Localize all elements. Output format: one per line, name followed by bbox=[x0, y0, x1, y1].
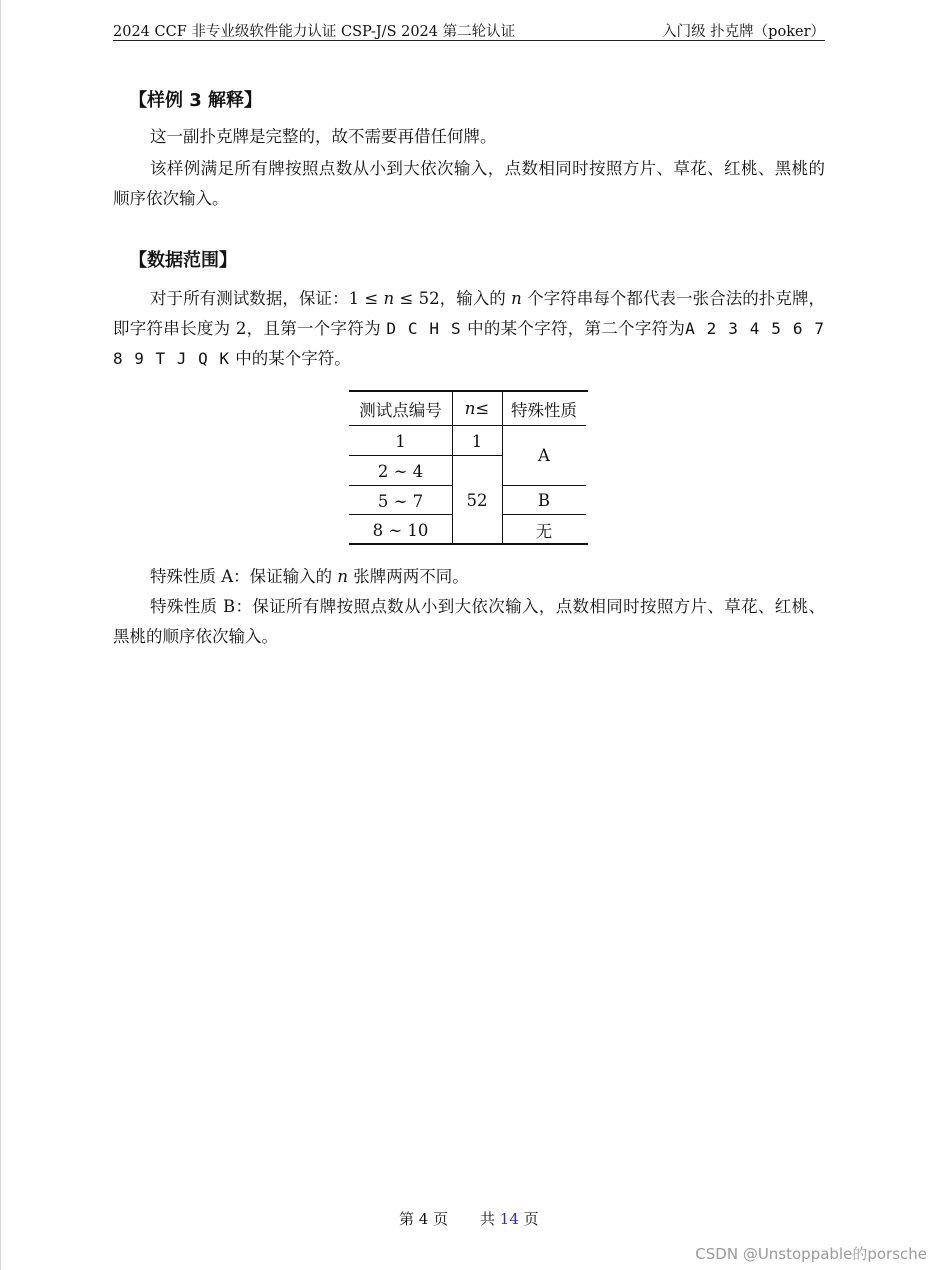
table-cell-n: 1 bbox=[471, 431, 483, 451]
table-cell-id: 1 bbox=[395, 431, 406, 451]
sample3-line1: 这一副扑克牌是完整的，故不需要再借任何牌。 bbox=[150, 127, 497, 146]
property-b-line: 特殊性质 B：保证所有牌按照点数从小到大依次输入，点数相同时按照方片、草花、红桃、黑桃的顺序依次输入。 bbox=[113, 597, 825, 646]
text-fragment: 特殊性质 A：保证输入的 bbox=[150, 567, 338, 586]
table-cell-prop-b: B bbox=[537, 490, 551, 510]
sample3-heading: 【样例 3 解释】 bbox=[129, 90, 263, 111]
table-cell-prop-a: A bbox=[538, 445, 550, 465]
table-rule bbox=[349, 514, 452, 515]
text-fragment: 张牌两两不同。 bbox=[348, 567, 469, 586]
rank-chars: A 2 3 4 5 6 7 8 9 T J Q K bbox=[113, 319, 825, 368]
table-header-id: 测试点编号 bbox=[359, 400, 442, 420]
math-n: n bbox=[383, 289, 395, 308]
page-total bbox=[480, 1208, 539, 1229]
text-fragment: 对于所有测试数据，保证：1 ≤ bbox=[150, 289, 384, 308]
table-header-prop: 特殊性质 bbox=[511, 400, 577, 420]
table-rule bbox=[349, 485, 452, 486]
table-cell-id: 5 ∼ 7 bbox=[377, 491, 424, 511]
text-fragment: 页 bbox=[428, 1210, 449, 1228]
table-cell-id: 2 ∼ 4 bbox=[377, 461, 424, 481]
math-n: n bbox=[511, 289, 522, 308]
current-page: 4 bbox=[418, 1210, 429, 1228]
text-fragment: 中的某个字符，第二个字符为 bbox=[461, 319, 686, 338]
math-n: n bbox=[337, 567, 349, 586]
sample3-line2: 该样例满足所有牌按照点数从小到大依次输入，点数相同时按照方片、草花、红桃、黑桃的顺序依次输入。 bbox=[113, 159, 825, 208]
csdn-watermark: CSDN @Unstoppable的porsche bbox=[695, 1245, 927, 1263]
table-rule bbox=[452, 455, 502, 456]
text-fragment: ≤ 52，输入的 bbox=[394, 289, 512, 308]
text-fragment: 中的某个字符。 bbox=[229, 349, 351, 368]
le-symbol: ≤ bbox=[475, 399, 490, 418]
table-rule bbox=[349, 425, 586, 426]
suit-chars: D C H S bbox=[386, 319, 462, 338]
header-right-title: 入门级 扑克牌（poker） bbox=[662, 24, 825, 40]
table-rule bbox=[349, 455, 452, 456]
table-rule bbox=[502, 485, 586, 486]
page-number bbox=[399, 1208, 448, 1229]
table-cell-id: 8 ∼ 10 bbox=[372, 520, 429, 540]
table-header-n bbox=[452, 392, 502, 425]
table-cell-prop-none: 无 bbox=[535, 522, 553, 541]
page-header bbox=[113, 18, 825, 41]
math-n: n bbox=[464, 399, 476, 418]
text-fragment: 第 bbox=[399, 1210, 419, 1228]
table-rule bbox=[502, 392, 503, 544]
text-fragment: 个字符串每个都代表一张合法的扑克牌，即字符串长度为 2，且第一个字符为 bbox=[113, 289, 825, 338]
property-a-line bbox=[113, 562, 825, 592]
total-pages-link[interactable]: 14 bbox=[499, 1210, 519, 1228]
text-fragment: 页 bbox=[518, 1210, 539, 1228]
table-rule bbox=[502, 514, 586, 515]
table-cell-n-52: 52 bbox=[466, 490, 488, 510]
test-data-table bbox=[349, 390, 588, 545]
header-left-title: 2024 CCF 非专业级软件能力认证 CSP-J/S 2024 第二轮认证 bbox=[113, 24, 516, 40]
data-range-paragraph bbox=[113, 284, 825, 374]
data-range-heading: 【数据范围】 bbox=[129, 250, 237, 271]
table-rule bbox=[452, 392, 453, 544]
text-fragment: 共 bbox=[480, 1210, 500, 1228]
